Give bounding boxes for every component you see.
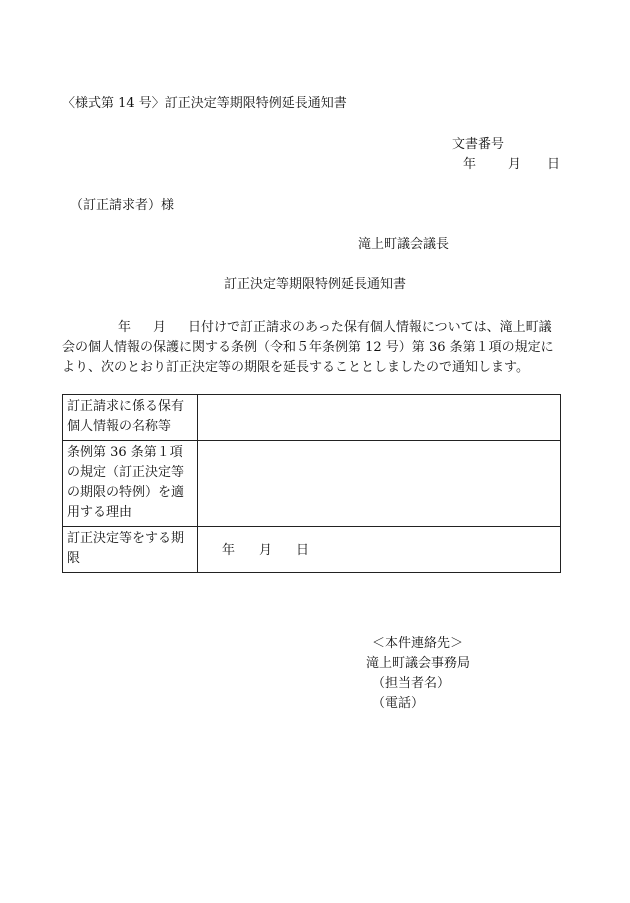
info-table — [62, 394, 561, 573]
deadline-month: 月 — [259, 543, 273, 558]
body-date-month: 月 — [153, 320, 167, 335]
contact-office: 滝上町議会事務局 — [366, 656, 471, 671]
date-month: 月 — [508, 157, 522, 172]
form-label: 〈様式第 14 号〉訂正決定等期限特例延長通知書 — [62, 96, 347, 111]
table-label-deadline: 訂正決定等をする期限 — [63, 527, 198, 573]
table-label-document-name: 訂正請求に係る保有個人情報の名称等 — [63, 395, 198, 441]
table-label-extension-reason: 条例第 36 条第１項の規定（訂正決定等の期限の特例）を適用する理由 — [63, 441, 198, 527]
body-date-year: 年 — [118, 320, 132, 335]
table-row — [63, 441, 561, 527]
deadline-year: 年 — [222, 543, 236, 558]
table-value-deadline — [198, 527, 561, 573]
issue-date — [463, 158, 560, 171]
document-number-label: 文書番号 — [452, 137, 505, 152]
sender: 滝上町議会議長 — [358, 237, 450, 252]
table-value-extension-reason — [198, 441, 561, 527]
date-day: 日 — [547, 157, 561, 172]
contact-heading: ＜本件連絡先＞ — [372, 636, 464, 651]
table-value-document-name — [198, 395, 561, 441]
table-row — [63, 527, 561, 573]
table-row — [63, 395, 561, 441]
document-title: 訂正決定等期限特例延長通知書 — [223, 277, 406, 292]
body-paragraph — [62, 318, 562, 378]
contact-person: （担当者名） — [372, 676, 451, 691]
contact-phone: （電話） — [372, 696, 425, 711]
deadline-day: 日 — [296, 543, 310, 558]
date-year: 年 — [463, 157, 477, 172]
contact-block — [366, 634, 471, 714]
body-text: 日付けで訂正請求のあった保有個人情報については、滝上町議会の個人情報の保護に関する条例（令和５年条例第 12 号）第 36 条第１項の規定により、次のとおり訂正決定等の期限を延長することとしましたので通知します。 — [62, 320, 554, 375]
addressee: （訂正請求者）様 — [70, 198, 175, 213]
